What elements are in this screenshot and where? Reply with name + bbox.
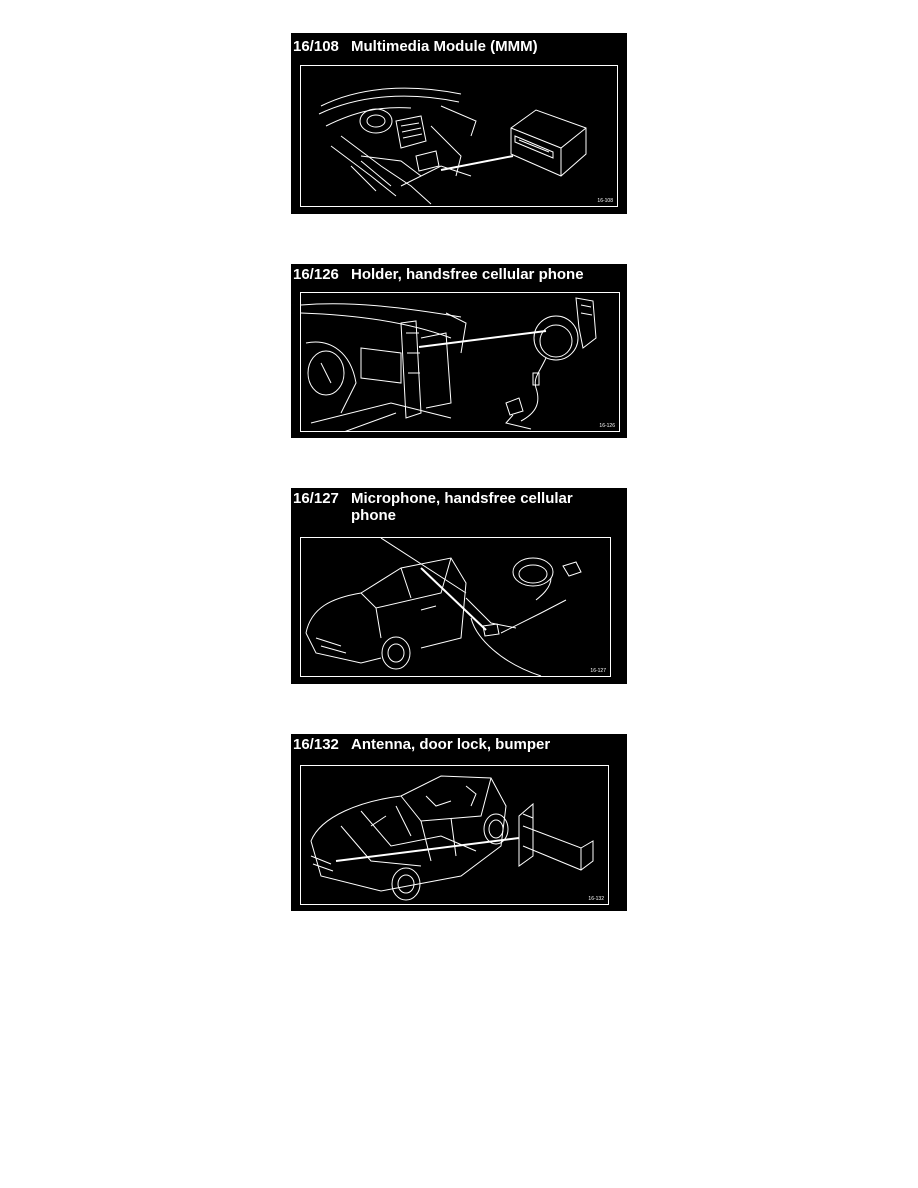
- figure-title: [291, 736, 627, 753]
- figure-name: Multimedia Module (MMM): [351, 38, 538, 55]
- illustration-frame: [300, 765, 609, 905]
- figure-name: Holder, handsfree cellular phone: [351, 266, 584, 283]
- figure-card-16-132: [291, 734, 627, 911]
- figure-card-16-126: [291, 264, 627, 438]
- phone-holder-illustration: [301, 293, 620, 432]
- figure-code: 16-126: [599, 423, 615, 429]
- figure-title: [291, 266, 627, 283]
- microphone-illustration: [301, 538, 611, 677]
- figure-number: 16/132: [293, 736, 339, 753]
- figure-number: 16/126: [293, 266, 339, 283]
- figure-name: Antenna, door lock, bumper: [351, 736, 551, 753]
- antenna-door-lock-bumper-illustration: [301, 766, 609, 905]
- figure-code: 16-108: [597, 198, 613, 204]
- figure-number: 16/127: [293, 490, 339, 507]
- multimedia-module-illustration: [301, 66, 618, 207]
- figure-code: 16-127: [590, 668, 606, 674]
- figure-name: Microphone, handsfree cellular phone: [351, 490, 573, 524]
- illustration-frame: [300, 292, 620, 432]
- figure-code: 16-132: [588, 896, 604, 902]
- figure-number: 16/108: [293, 38, 339, 55]
- figure-card-16-108: [291, 33, 627, 214]
- figure-title: [291, 38, 627, 55]
- illustration-frame: [300, 537, 611, 677]
- figure-card-16-127: [291, 488, 627, 684]
- figure-title: [291, 490, 627, 524]
- illustration-frame: [300, 65, 618, 207]
